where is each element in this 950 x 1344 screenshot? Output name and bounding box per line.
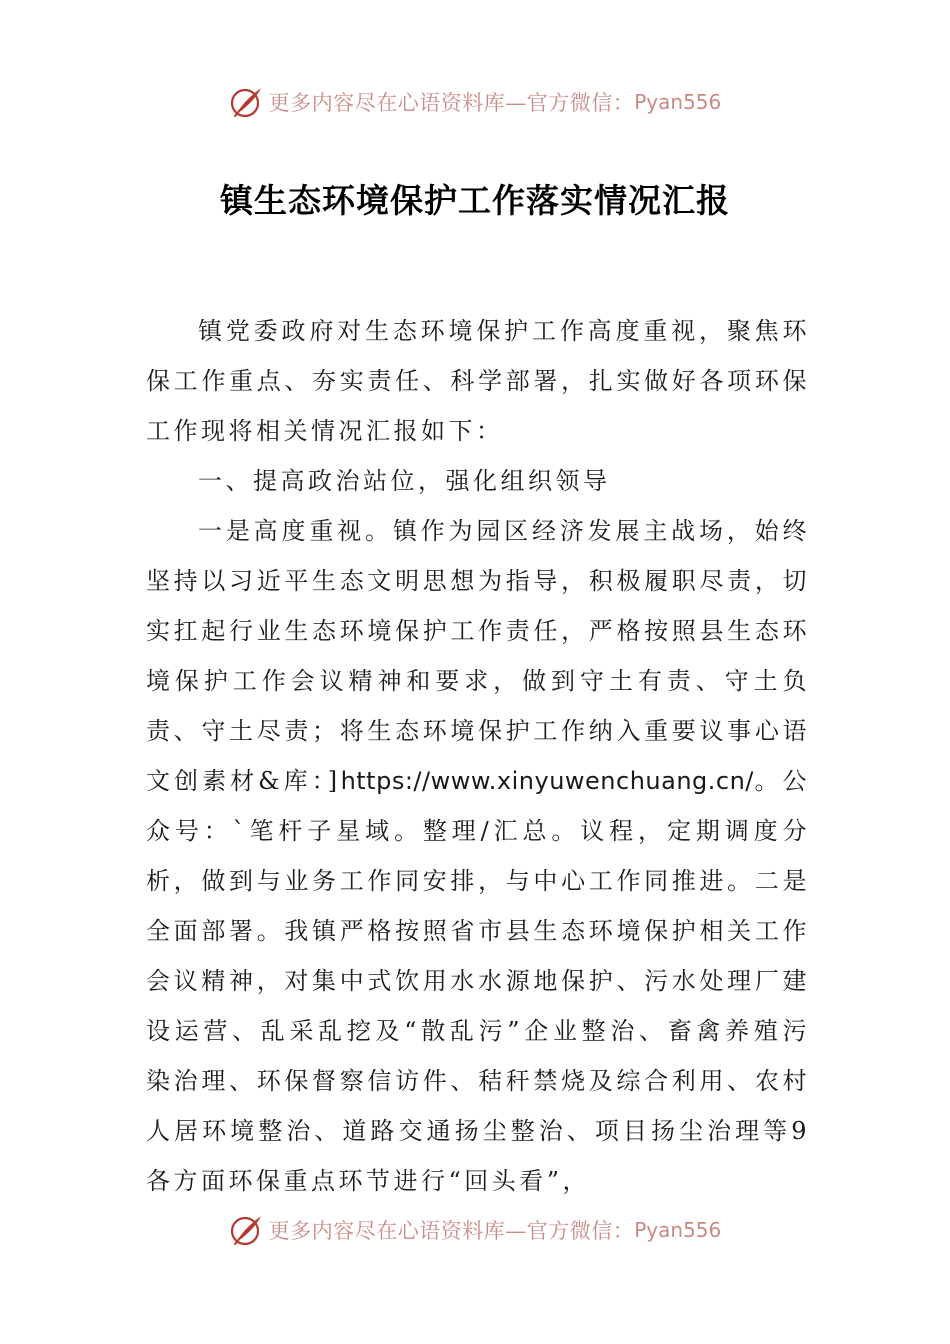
watermark-wechat-id: Pyan556 [634, 90, 722, 114]
watermark-banner-top [0, 80, 950, 124]
paragraph-intro: 镇党委政府对生态环境保护工作高度重视，聚焦环保工作重点、夯实责任、科学部署，扎实做好各项环保工作现将相关情况汇报如下： [146, 317, 810, 445]
watermark-text: 更多内容尽在心语资料库—官方微信： [268, 1219, 635, 1243]
paragraph-details [146, 506, 810, 1206]
source-url-text: https://www.xinyuwenchuang.cn/ [340, 767, 754, 795]
paragraph-details-part-1: 一是高度重视。镇作为园区经济发展主战场，始终坚持以习近平生态文明思想为指导，积极履职尽责，切实扛起行业生态环境保护工作责任，严格按照县生态环境保护工作会议精神和要求，做到守土有责、守土负责、守土尽责；将生态环境保护工作纳入重要议事心语文创素材&库：] [146, 517, 810, 795]
watermark-wechat-id: Pyan556 [634, 1218, 722, 1242]
document-title: 镇生态环境保护工作落实情况汇报 [220, 181, 730, 220]
watermark-text: 更多内容尽在心语资料库—官方微信： [268, 91, 635, 115]
quill-logo-icon [229, 1212, 265, 1248]
section-heading-1: 一、提高政治站位，强化组织领导 [198, 467, 611, 495]
document-body [146, 306, 810, 1206]
paragraph-details-part-2: 。公众号：`笔杆子星域。整理/汇总。议程，定期调度分析，做到与业务工作同安排，与中心工作同推进。二是全面部署。我镇严格按照省市县生态环境保护相关工作会议精神，对集中式饮用水水源地保护、污水处理厂建设运营、乱采乱挖及“散乱污”企业整治、畜禽养殖污染治理、环保督察信访件、秸秆禁烧及综合利用、农村人居环境整治、道路交通扬尘整治、项目扬尘治理等9各方面环保重点环节进行“回头看”， [146, 767, 810, 1195]
quill-logo-icon [229, 84, 265, 120]
watermark-banner-bottom [0, 1208, 950, 1252]
